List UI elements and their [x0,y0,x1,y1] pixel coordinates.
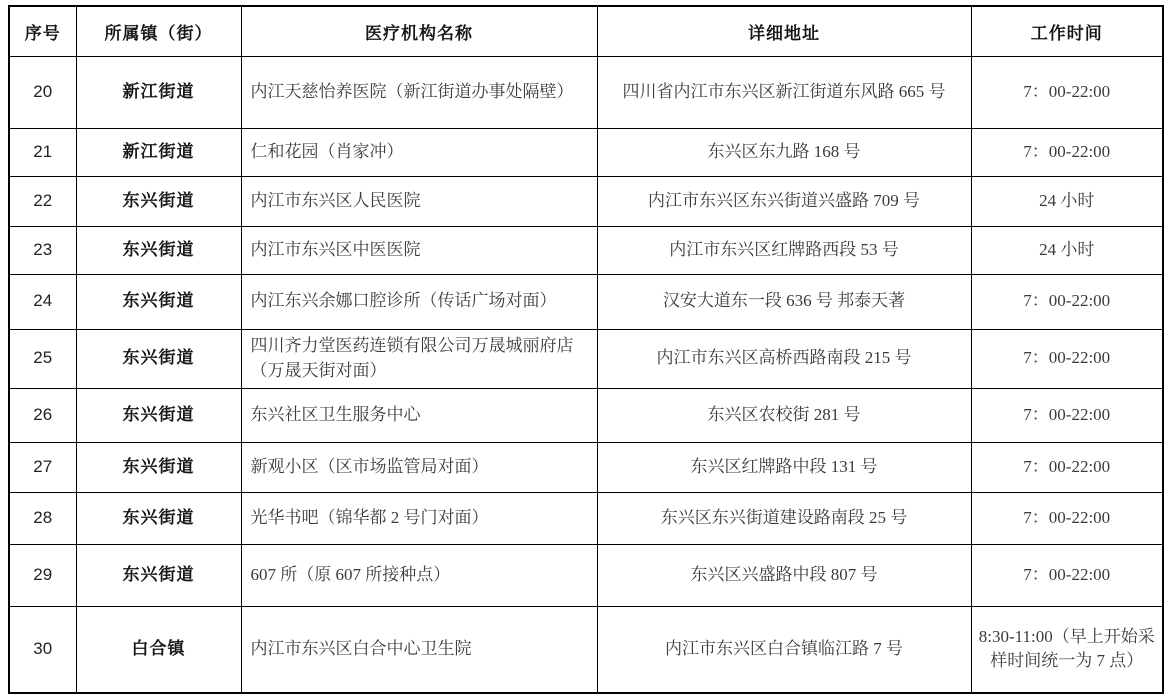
cell-address: 东兴区农校街 281 号 [597,388,971,442]
cell-address: 内江市东兴区白合镇临江路 7 号 [597,606,971,693]
cell-address: 东兴区红牌路中段 131 号 [597,442,971,492]
cell-name: 内江东兴余娜口腔诊所（传话广场对面） [241,274,597,329]
cell-town: 东兴街道 [76,226,241,274]
cell-address: 内江市东兴区高桥西路南段 215 号 [597,329,971,388]
cell-town: 东兴街道 [76,544,241,606]
cell-address: 东兴区东兴街道建设路南段 25 号 [597,492,971,544]
table-row [9,329,1163,388]
cell-town: 东兴街道 [76,388,241,442]
cell-name: 607 所（原 607 所接种点） [241,544,597,606]
cell-name: 内江市东兴区人民医院 [241,176,597,226]
cell-hours: 7：00-22:00 [971,128,1163,176]
cell-town: 东兴街道 [76,329,241,388]
cell-hours: 24 小时 [971,226,1163,274]
table-row [9,226,1163,274]
cell-index: 23 [9,226,76,274]
medical-institutions-table [8,5,1164,694]
cell-hours: 7：00-22:00 [971,388,1163,442]
col-header-address: 详细地址 [597,6,971,56]
cell-town: 东兴街道 [76,274,241,329]
cell-hours: 24 小时 [971,176,1163,226]
cell-hours: 7：00-22:00 [971,329,1163,388]
table-row [9,442,1163,492]
cell-address: 汉安大道东一段 636 号 邦泰天著 [597,274,971,329]
table-row [9,176,1163,226]
cell-hours: 8:30-11:00（早上开始采样时间统一为 7 点） [971,606,1163,693]
cell-hours: 7：00-22:00 [971,492,1163,544]
cell-town: 新江街道 [76,128,241,176]
cell-name: 内江市东兴区白合中心卫生院 [241,606,597,693]
table-row [9,606,1163,693]
cell-name: 四川齐力堂医药连锁有限公司万晟城丽府店（万晟天街对面） [241,329,597,388]
cell-name: 仁和花园（肖家冲） [241,128,597,176]
table-row [9,274,1163,329]
cell-index: 20 [9,56,76,128]
cell-index: 25 [9,329,76,388]
cell-name: 东兴社区卫生服务中心 [241,388,597,442]
cell-index: 30 [9,606,76,693]
col-header-index: 序号 [9,6,76,56]
cell-address: 内江市东兴区东兴街道兴盛路 709 号 [597,176,971,226]
col-header-name: 医疗机构名称 [241,6,597,56]
cell-address: 东兴区兴盛路中段 807 号 [597,544,971,606]
table-row [9,388,1163,442]
cell-index: 22 [9,176,76,226]
cell-town: 新江街道 [76,56,241,128]
cell-town: 白合镇 [76,606,241,693]
cell-index: 26 [9,388,76,442]
cell-index: 28 [9,492,76,544]
table-row [9,128,1163,176]
cell-hours: 7：00-22:00 [971,56,1163,128]
cell-hours: 7：00-22:00 [971,442,1163,492]
cell-name: 内江天慈怡养医院（新江街道办事处隔壁） [241,56,597,128]
table-header-row [9,6,1163,56]
cell-town: 东兴街道 [76,492,241,544]
cell-address: 内江市东兴区红牌路西段 53 号 [597,226,971,274]
table-row [9,56,1163,128]
cell-hours: 7：00-22:00 [971,274,1163,329]
cell-hours: 7：00-22:00 [971,544,1163,606]
cell-index: 29 [9,544,76,606]
cell-town: 东兴街道 [76,176,241,226]
cell-name: 新观小区（区市场监管局对面） [241,442,597,492]
cell-town: 东兴街道 [76,442,241,492]
cell-index: 24 [9,274,76,329]
col-header-town: 所属镇（街） [76,6,241,56]
col-header-hours: 工作时间 [971,6,1163,56]
cell-index: 21 [9,128,76,176]
cell-address: 东兴区东九路 168 号 [597,128,971,176]
cell-index: 27 [9,442,76,492]
table-row [9,492,1163,544]
table-row [9,544,1163,606]
cell-address: 四川省内江市东兴区新江街道东风路 665 号 [597,56,971,128]
cell-name: 内江市东兴区中医医院 [241,226,597,274]
cell-name: 光华书吧（锦华都 2 号门对面） [241,492,597,544]
